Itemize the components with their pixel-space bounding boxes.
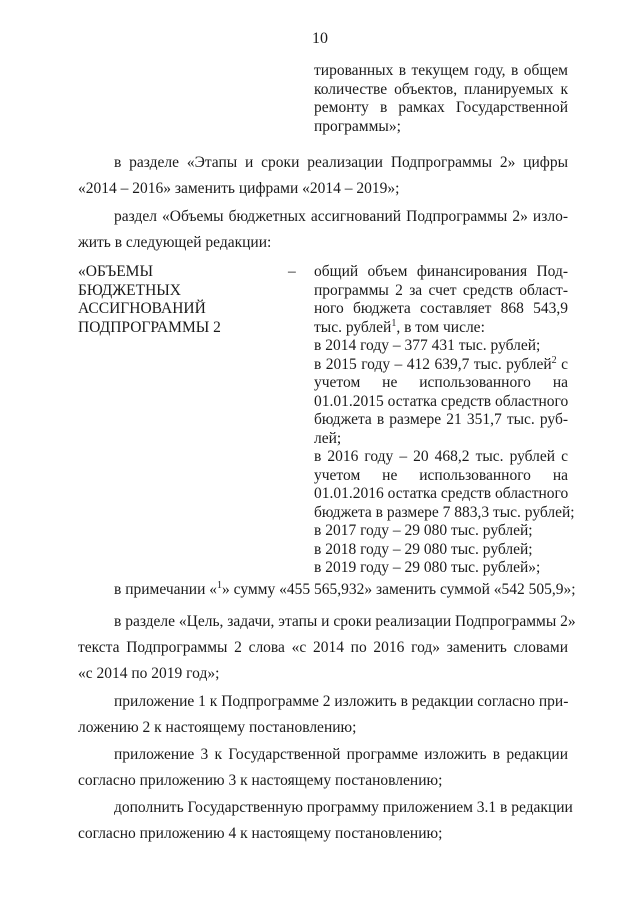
- text-line: тированных в текущем году, в общем: [314, 62, 568, 79]
- text-line: приложение 1 к Подпрограмме 2 изложить в редакции согласно при-: [114, 693, 569, 710]
- footnote-mark: 1: [391, 317, 397, 329]
- text-fragment: » сумму «455 565,932» заменить суммой «542 505,9»;: [222, 581, 576, 598]
- budget-description: [314, 263, 575, 578]
- text-line: приложение 3 к Государственной программе изложить в редакции: [114, 746, 568, 763]
- text-line: ремонту в рамках Государственной: [314, 99, 568, 116]
- text-line: текста Подпрограммы 2 слова «с 2014 по 2016 год» заменить словами: [78, 639, 568, 656]
- text-line: [314, 356, 568, 375]
- text-line: «с 2014 по 2019 год»;: [78, 665, 220, 682]
- text-line: 01.01.2015 остатка средств областного: [314, 392, 569, 410]
- label-line: ПОДПРОГРАММЫ 2: [78, 318, 221, 336]
- paragraph-volumes: [78, 204, 568, 256]
- text-line: в 2019 году – 29 080 тыс. рублей»;: [314, 559, 541, 576]
- text-fragment: с: [556, 355, 568, 373]
- text-line: «2014 – 2016» заменить цифрами «2014 – 2019»;: [78, 180, 400, 197]
- text-line: в разделе «Этапы и сроки реализации Подпрограммы 2» цифры: [114, 154, 568, 171]
- dash-separator: –: [288, 263, 296, 280]
- text-line: раздел «Объемы бюджетных ассигнований Подпрограммы 2» изло-: [114, 208, 568, 225]
- text-line: ного бюджета составляет 868 543,9: [314, 300, 568, 317]
- paragraph-appendix-3-1: [78, 795, 573, 847]
- paragraph-appendix-1: [78, 689, 568, 741]
- text-fragment: в 2015 году – 412 639,7 тыс. рублей: [314, 355, 552, 373]
- label-line: АССИГНОВАНИЙ: [78, 300, 206, 317]
- text-line: согласно приложению 4 к настоящему постановлению;: [78, 825, 443, 842]
- paragraph-note: [78, 577, 576, 603]
- label-line: БЮДЖЕТНЫХ: [78, 281, 181, 299]
- paragraph-appendix-3: [78, 742, 568, 794]
- text-line: лей;: [314, 429, 342, 447]
- text-line: бюджета в размере 7 883,3 тыс. рублей;: [314, 503, 575, 521]
- footnote-mark: 1: [217, 580, 223, 591]
- text-line: в 2014 году – 377 431 тыс. рублей;: [314, 337, 541, 354]
- text-line: ложению 2 к настоящему постановлению;: [78, 719, 357, 736]
- text-line: [78, 577, 576, 603]
- text-line: в 2018 году – 29 080 тыс. рублей;: [314, 540, 533, 558]
- text-fragment: тыс. рублей: [314, 318, 392, 336]
- text-line: в разделе «Цель, задачи, этапы и сроки реализации Подпрограммы 2»: [114, 613, 576, 630]
- text-line: дополнить Государственную программу приложением 3.1 в редакции: [114, 799, 573, 816]
- footnote-mark: 2: [551, 354, 557, 366]
- text-fragment: , в том числе:: [396, 318, 485, 336]
- text-line: программы»;: [314, 117, 401, 135]
- text-line: бюджета в размере 21 351,7 тыс. руб-: [314, 411, 568, 428]
- text-line: учетом не использованного на: [314, 374, 568, 391]
- text-line: согласно приложению 3 к настоящему постановлению;: [78, 772, 443, 789]
- text-line: [314, 319, 568, 338]
- text-line: в 2017 году – 29 080 тыс. рублей;: [314, 522, 533, 539]
- text-line: общий объем финансирования Под-: [314, 263, 568, 280]
- paragraph-stages: [78, 150, 568, 202]
- text-line: жить в следующей редакции:: [78, 234, 272, 251]
- text-line: учетом не использованного на: [314, 466, 568, 484]
- text-line: количестве объектов, планируемых к: [314, 80, 568, 98]
- continuation-text: [314, 62, 568, 136]
- paragraph-goal: [78, 609, 576, 687]
- budget-label: [78, 263, 258, 337]
- page-number: 10: [312, 30, 328, 47]
- text-line: в 2016 году – 20 468,2 тыс. рублей с: [314, 448, 568, 465]
- text-fragment: в примечании «: [114, 581, 218, 598]
- label-line: «ОБЪЕМЫ: [78, 263, 153, 280]
- text-line: программы 2 за счет средств област-: [314, 281, 568, 299]
- text-line: 01.01.2016 остатка средств областного: [314, 485, 569, 502]
